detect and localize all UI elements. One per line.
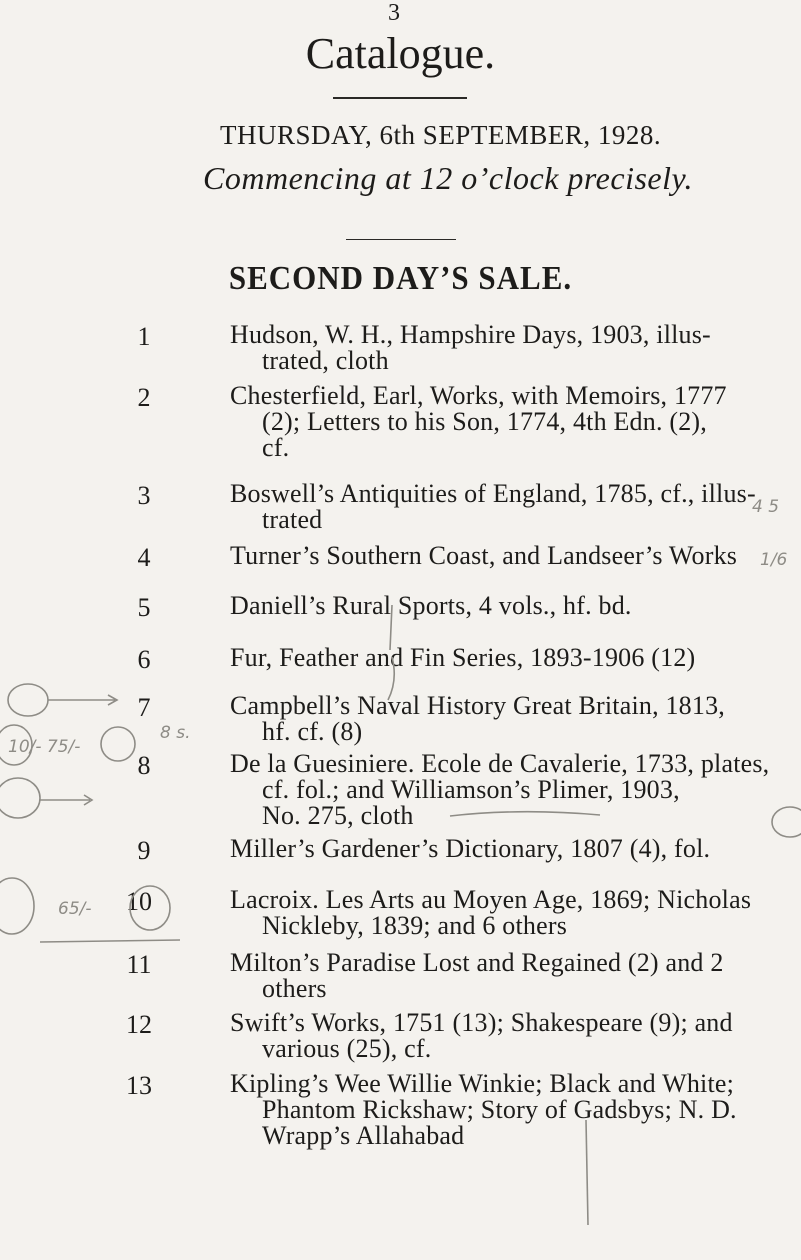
lot-description — [230, 383, 760, 461]
lot-description-line: hf. cf. (8) — [262, 717, 363, 746]
annotation-price-lot-2: 4 5 — [752, 497, 780, 517]
title-rule — [333, 97, 467, 99]
lot-description — [230, 749, 770, 830]
page-number: 3 — [388, 0, 400, 26]
lot-description — [230, 950, 760, 1002]
lot-number: 7 — [137, 693, 151, 722]
circled-price-lot-8 — [0, 725, 32, 765]
annotation-price-lot-11: 65/- — [58, 899, 92, 919]
lot-description-line: Swift’s Works, 1751 (13); Shakespeare (9); and — [230, 1008, 733, 1037]
lot-number: 10 — [126, 887, 152, 916]
lot-description-line: Miller’s Gardener’s Dictionary, 1807 (4), fol. — [230, 834, 711, 863]
lot-description-line: Campbell’s Naval History Great Britain, 1813, — [230, 691, 725, 720]
lot-description-line: Phantom Rickshaw; Story of Gadsbys; N. D. — [262, 1095, 737, 1124]
commencing-line: Commencing at 12 o’clock precisely. — [203, 160, 693, 196]
lot-number: 5 — [137, 593, 151, 622]
lot-number: 13 — [126, 1071, 152, 1100]
lot-description — [230, 887, 760, 939]
underline-lot-11 — [40, 940, 180, 942]
lot-description-line: Wrapp’s Allahabad — [262, 1121, 465, 1150]
sale-date: THURSDAY, 6th SEPTEMBER, 1928. — [220, 120, 662, 150]
lot-description-line: Nickleby, 1839; and 6 others — [262, 911, 568, 940]
lot-description — [230, 481, 760, 533]
lot-description-line: cf. fol.; and Williamson’s Plimer, 1903, — [262, 775, 680, 804]
lot-description — [230, 1010, 760, 1062]
lot-description-line: (2); Letters to his Son, 1774, 4th Edn. (2), — [262, 407, 707, 436]
lot-description-line: Kipling’s Wee Willie Winkie; Black and White; — [230, 1069, 735, 1098]
lot-description-line: Fur, Feather and Fin Series, 1893-1906 (12) — [230, 643, 696, 672]
section-heading: SECOND DAY’S SALE. — [228, 258, 573, 297]
lot-number: 2 — [137, 383, 151, 412]
annotation-price-lot-8-right: 8 s. — [160, 723, 191, 743]
lot-description-line: Hudson, W. H., Hampshire Days, 1903, illus- — [230, 320, 711, 349]
lot-description — [230, 693, 760, 745]
lot-description — [230, 322, 760, 374]
lot-description-line: Daniell’s Rural Sports, 4 vols., hf. bd. — [230, 591, 632, 620]
lot-description-line: trated — [262, 505, 323, 534]
lot-description-line: trated, cloth — [262, 346, 389, 375]
arrow-lot-7 — [48, 695, 117, 705]
annotation-price-lot-8: 10/- 75/- — [8, 737, 81, 757]
lot-description — [230, 593, 760, 619]
lot-number: 11 — [126, 950, 152, 979]
lot-description-line: Chesterfield, Earl, Works, with Memoirs, 1777 — [230, 381, 727, 410]
circled-price-lot-11 — [0, 878, 34, 934]
circled-lot-7 — [8, 684, 48, 716]
section-rule — [346, 239, 456, 240]
lot-number: 1 — [137, 322, 151, 351]
annotation-price-lot-3: 1/6 — [760, 550, 788, 570]
lot-description — [230, 836, 760, 862]
lot-description-line: Lacroix. Les Arts au Moyen Age, 1869; Nicholas — [230, 885, 752, 914]
circled-price-lot-9 — [0, 778, 40, 818]
lot-number: 9 — [137, 836, 151, 865]
lot-number: 8 — [137, 751, 151, 780]
lot-number: 4 — [137, 543, 151, 572]
lot-description-line: various (25), cf. — [262, 1034, 432, 1063]
circled-lot-10-margin — [772, 807, 801, 837]
lot-description-line: Boswell’s Antiquities of England, 1785, cf., illus- — [230, 479, 756, 508]
lot-description — [230, 645, 760, 671]
lot-description-line: De la Guesiniere. Ecole de Cavalerie, 1733, plates, — [230, 749, 770, 778]
lot-description — [230, 543, 760, 569]
arrow-lot-9 — [40, 795, 92, 805]
lot-description-line: Milton’s Paradise Lost and Regained (2) and 2 — [230, 948, 724, 977]
lot-number: 12 — [126, 1010, 152, 1039]
lot-description-line: Turner’s Southern Coast, and Landseer’s Works — [230, 541, 738, 570]
lot-number: 6 — [137, 645, 151, 674]
lot-number: 3 — [137, 481, 151, 510]
lot-description-line: others — [262, 974, 327, 1003]
lot-description-line: No. 275, cloth — [262, 801, 414, 830]
catalogue-title: Catalogue. — [305, 29, 496, 78]
lot-description — [230, 1071, 760, 1149]
lot-description-line: cf. — [262, 433, 290, 462]
